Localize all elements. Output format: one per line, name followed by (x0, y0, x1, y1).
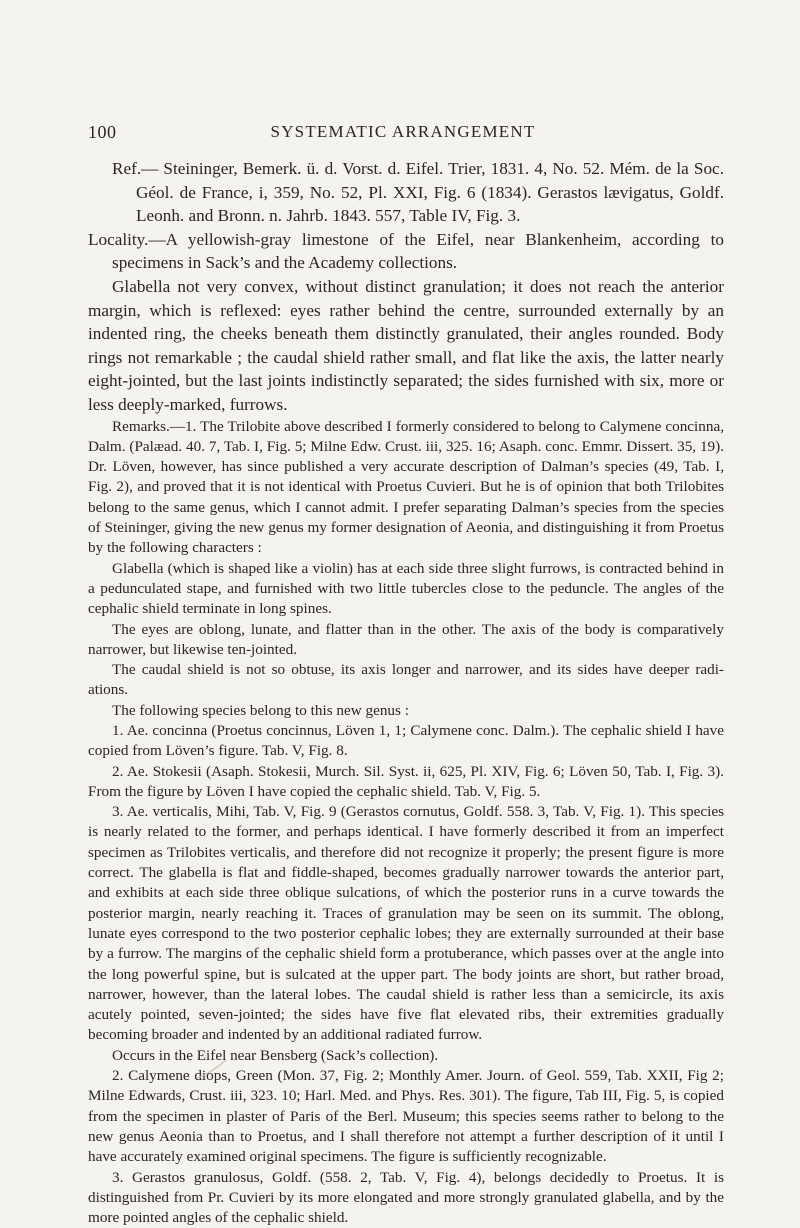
pencil-mark (196, 1056, 236, 1080)
reference-paragraph: Ref.— Steininger, Bemerk. ü. d. Vorst. d. Eifel. Trier, 1831. 4, No. 52. Mém. de la Soc. Géol. de France, i, 359, No. 52, Pl. XXI, Fig. 6 (1834). Gerastos lævigatus, Goldf. Leonh. and Bronn. n. Jahrb. 1843. 557, Table IV, Fig. 3. (112, 159, 724, 226)
species-3-paragraph: 3. Ae. verticalis, Mihi, Tab. V, Fig. 9 (Gerastos cornutus, Goldf. 558. 3, Tab. V, Fig. 1). This species is nearly related to the former, and perhaps identical. I have formerly described it from an imperfect specimen as Trilobites verticalis, and therefore did not recognize it properly; the present figure is more correct. The glabella is flat and fiddle-shaped, becomes gradually narrower towards the anterior part, and exhibits at each side three oblique sulcations, of which the posterior runs in a curve towards the posterior margin, nearly reaching it. Traces of granulation may be seen on its summit. The oblong, lunate eyes correspond to the two posterior cephalic lobes; they are externally surrounded at their base by a furrow. The margins of the cephalic shield form a protuberance, which passes over at the angle into the long powerful spine, but is sulcated at the upper part. The body joints are short, but rather broad, narrower, however, than the lateral lobes. The caudal shield is rather less than a semicircle, its axis acutely pointed, seven-jointed; the sides have five flat elevated ribs, their extremities gradually becoming broader and indented by an additional radiated furrow. (88, 803, 724, 1044)
species-1-paragraph: 1. Ae. concinna (Proetus concinnus, Löven 1, 1; Calymene conc. Dalm.). The cephalic shield I have copied from Löven’s figure. Tab. V, Fig. 8. (88, 721, 724, 760)
species-2-paragraph: 2. Ae. Stokesii (Asaph. Stokesii, Murch. Sil. Syst. ii, 625, Pl. XIV, Fig. 6; Löven 50, Tab. I, Fig. 3). From the figure by Löven I have copied the cephalic shield. Tab. V, Fig. 5. (88, 762, 724, 800)
glabella-paragraph: Glabella (which is shaped like a violin) has at each side three slight furrows, is contracted behind in a pedunculated stape, and furnished with two little tubercles close to the peduncle. The angles of the cephalic shield terminate in long spines. (88, 559, 724, 618)
small-type-section (88, 417, 724, 1228)
large-type-section (88, 157, 724, 417)
page-number: 100 (88, 122, 117, 142)
calymene-diops-paragraph: 2. Calymene diops, Green (Mon. 37, Fig. 2; Monthly Amer. Journ. of Geol. 559, Tab. XXII, Fig 2; Milne Edwards, Crust. iii, 323. 10; Harl. Med. and Phys. Res. 301). The figure, Tab III, Fig. 5, is copied from the specimen in plaster of Paris of the Berl. Museum; this species seems rather to belong to the new genus Aeonia than to Proetus, and I shall therefore not attempt a further description of it until I have accurately examined original specimens. The figure is sufficiently recognizable. (88, 1067, 724, 1166)
description-paragraph: Glabella not very convex, without distinct granulation; it does not reach the anterior margin, which is reflexed: eyes rather behind the centre, surrounded externally by an indented ring, the cheeks beneath them distinctly granulated, their angles rounded. Body rings not remarkable ; the caudal shield rather small, and flat like the axis, the latter nearly eight-jointed, but the last joints indistinctly separated; the sides furnished with six, more or less deeply-marked, furrows. (88, 276, 724, 414)
running-head: SYSTEMATIC ARRANGEMENT (270, 122, 536, 141)
eyes-paragraph: The eyes are oblong, lunate, and flatter than in the other. The axis of the body is comparatively narrower, but likewise ten-jointed. (88, 620, 724, 658)
occurrence-paragraph: Occurs in the Eifel near Bensberg (Sack’s collection). (112, 1046, 439, 1064)
locality-paragraph: Locality.—A yellowish-gray limestone of the Eifel, near Blankenheim, according to specimens in Sack’s and the Academy collections. (88, 229, 724, 273)
gerastos-granulosus-paragraph: 3. Gerastos granulosus, Goldf. (558. 2, Tab. V, Fig. 4), belongs decidedly to Proetus. It is distinguished from Pr. Cuvieri by its more elongated and more strongly granulated glabella, and by the more pointed angles of the cephalic shield. (88, 1168, 724, 1227)
remarks-paragraph: Remarks.—1. The Trilobite above described I formerly considered to belong to Calymene concinna, Dalm. (Palæad. 40. 7, Tab. I, Fig. 5; Milne Edw. Crust. iii, 325. 16; Asaph. conc. Emmr. Dissert. 35, 19). Dr. Löven, however, has since published a very accurate description of Dalman’s species (49, Tab. I, Fig. 2), and proved that it is not identical with Proetus Cuvieri. But he is of opinion that both Trilobites belong to the same genus, which I cannot admit. I prefer separating Dalman’s species from the species of Steininger, giving the new genus my former designation of Aeonia, and distinguishing it from Proetus by the following characters : (88, 417, 724, 557)
caudal-shield-paragraph: The caudal shield is not so obtuse, its axis longer and narrower, and its sides have deeper radi-ations. (88, 661, 724, 699)
species-intro-paragraph: The following species belong to this new genus : (112, 701, 409, 719)
page-header (88, 122, 718, 146)
